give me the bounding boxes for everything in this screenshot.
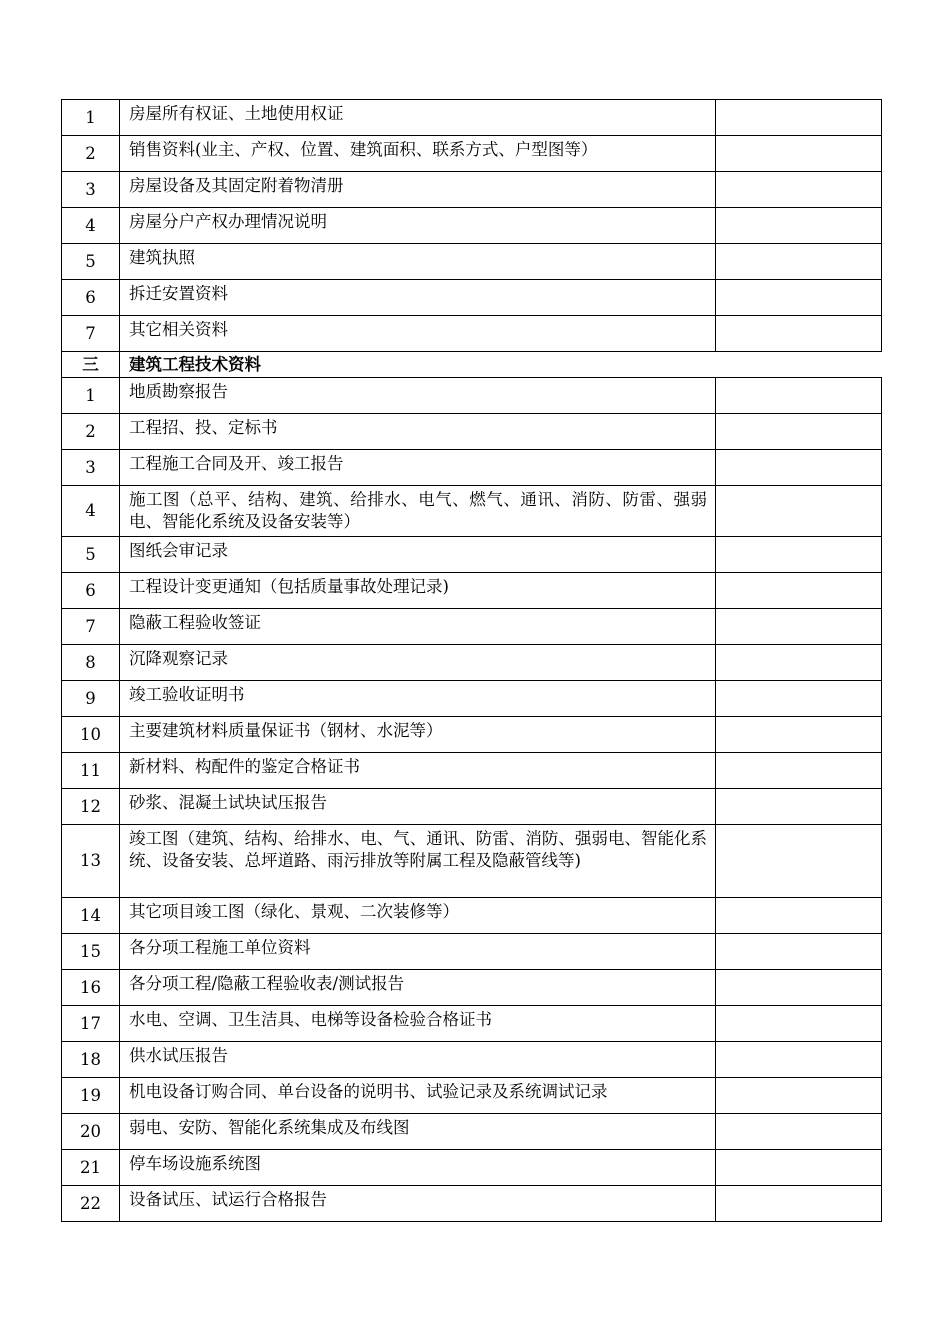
row-item-text: 停车场设施系统图 <box>120 1150 716 1186</box>
row-number: 5 <box>62 537 120 573</box>
row-item-text: 各分项工程施工单位资料 <box>120 934 716 970</box>
document-table <box>61 99 882 1222</box>
row-item-text: 隐蔽工程验收签证 <box>120 609 716 645</box>
row-remark-cell[interactable] <box>716 717 882 753</box>
row-number: 6 <box>62 280 120 316</box>
row-item-text: 竣工图（建筑、结构、给排水、电、气、通讯、防雷、消防、强弱电、智能化系统、设备安装、总坪道路、雨污排放等附属工程及隐蔽管线等) <box>120 825 716 898</box>
table-row <box>62 753 882 789</box>
table-row <box>62 100 882 136</box>
row-remark-cell[interactable] <box>716 789 882 825</box>
row-number: 3 <box>62 172 120 208</box>
row-remark-cell[interactable] <box>716 414 882 450</box>
row-item-text: 主要建筑材料质量保证书（钢材、水泥等） <box>120 717 716 753</box>
row-item-text: 工程招、投、定标书 <box>120 414 716 450</box>
section-title: 建筑工程技术资料 <box>120 352 882 378</box>
table-row <box>62 450 882 486</box>
row-number: 20 <box>62 1114 120 1150</box>
row-number: 5 <box>62 244 120 280</box>
table-row <box>62 1042 882 1078</box>
row-remark-cell[interactable] <box>716 1150 882 1186</box>
section-number: 三 <box>62 352 120 378</box>
row-item-text: 砂浆、混凝土试块试压报告 <box>120 789 716 825</box>
row-item-text: 设备试压、试运行合格报告 <box>120 1186 716 1222</box>
row-item-text: 其它项目竣工图（绿化、景观、二次装修等） <box>120 898 716 934</box>
row-remark-cell[interactable] <box>716 136 882 172</box>
row-number: 18 <box>62 1042 120 1078</box>
row-number: 6 <box>62 573 120 609</box>
row-item-text: 房屋分户产权办理情况说明 <box>120 208 716 244</box>
table-row <box>62 280 882 316</box>
table-row <box>62 825 882 898</box>
table-row <box>62 934 882 970</box>
row-remark-cell[interactable] <box>716 208 882 244</box>
table-row <box>62 681 882 717</box>
row-number: 2 <box>62 136 120 172</box>
row-number: 4 <box>62 208 120 244</box>
table-row <box>62 898 882 934</box>
table-row <box>62 645 882 681</box>
row-remark-cell[interactable] <box>716 537 882 573</box>
row-item-text: 其它相关资料 <box>120 316 716 352</box>
row-item-text: 供水试压报告 <box>120 1042 716 1078</box>
row-number: 22 <box>62 1186 120 1222</box>
row-number: 1 <box>62 100 120 136</box>
row-remark-cell[interactable] <box>716 573 882 609</box>
table-row <box>62 609 882 645</box>
row-number: 11 <box>62 753 120 789</box>
row-item-text: 销售资料(业主、产权、位置、建筑面积、联系方式、户型图等） <box>120 136 716 172</box>
row-item-text: 房屋设备及其固定附着物清册 <box>120 172 716 208</box>
table-row <box>62 1114 882 1150</box>
table-body <box>62 100 882 1222</box>
row-remark-cell[interactable] <box>716 244 882 280</box>
row-number: 3 <box>62 450 120 486</box>
row-item-text: 建筑执照 <box>120 244 716 280</box>
row-number: 4 <box>62 486 120 537</box>
table-row <box>62 378 882 414</box>
row-item-text: 地质勘察报告 <box>120 378 716 414</box>
row-item-text: 拆迁安置资料 <box>120 280 716 316</box>
row-remark-cell[interactable] <box>716 1078 882 1114</box>
row-item-text: 各分项工程/隐蔽工程验收表/测试报告 <box>120 970 716 1006</box>
row-item-text: 沉降观察记录 <box>120 645 716 681</box>
table-row <box>62 136 882 172</box>
table-row <box>62 573 882 609</box>
table-row <box>62 1150 882 1186</box>
row-item-text: 图纸会审记录 <box>120 537 716 573</box>
row-remark-cell[interactable] <box>716 645 882 681</box>
row-item-text: 弱电、安防、智能化系统集成及布线图 <box>120 1114 716 1150</box>
row-number: 17 <box>62 1006 120 1042</box>
row-number: 9 <box>62 681 120 717</box>
row-item-text: 施工图（总平、结构、建筑、给排水、电气、燃气、通讯、消防、防雷、强弱电、智能化系统及设备安装等） <box>120 486 716 537</box>
row-number: 16 <box>62 970 120 1006</box>
row-number: 8 <box>62 645 120 681</box>
table-row <box>62 537 882 573</box>
section-header-row <box>62 352 882 378</box>
row-remark-cell[interactable] <box>716 316 882 352</box>
table-row <box>62 244 882 280</box>
row-item-text: 水电、空调、卫生洁具、电梯等设备检验合格证书 <box>120 1006 716 1042</box>
row-remark-cell[interactable] <box>716 280 882 316</box>
row-remark-cell[interactable] <box>716 1042 882 1078</box>
row-item-text: 房屋所有权证、土地使用权证 <box>120 100 716 136</box>
row-number: 19 <box>62 1078 120 1114</box>
table-row <box>62 1186 882 1222</box>
row-number: 13 <box>62 825 120 898</box>
row-number: 2 <box>62 414 120 450</box>
row-item-text: 新材料、构配件的鉴定合格证书 <box>120 753 716 789</box>
table-row <box>62 486 882 537</box>
row-remark-cell[interactable] <box>716 898 882 934</box>
row-number: 21 <box>62 1150 120 1186</box>
table-row <box>62 414 882 450</box>
row-item-text: 机电设备订购合同、单台设备的说明书、试验记录及系统调试记录 <box>120 1078 716 1114</box>
row-number: 10 <box>62 717 120 753</box>
row-number: 12 <box>62 789 120 825</box>
table-row <box>62 717 882 753</box>
row-number: 1 <box>62 378 120 414</box>
row-remark-cell[interactable] <box>716 1114 882 1150</box>
row-item-text: 工程施工合同及开、竣工报告 <box>120 450 716 486</box>
table-row <box>62 1006 882 1042</box>
row-item-text: 竣工验收证明书 <box>120 681 716 717</box>
row-item-text: 工程设计变更通知（包括质量事故处理记录) <box>120 573 716 609</box>
table-row <box>62 172 882 208</box>
row-remark-cell[interactable] <box>716 486 882 537</box>
row-number: 15 <box>62 934 120 970</box>
row-remark-cell[interactable] <box>716 1186 882 1222</box>
row-remark-cell[interactable] <box>716 681 882 717</box>
row-number: 7 <box>62 609 120 645</box>
table-row <box>62 789 882 825</box>
row-remark-cell[interactable] <box>716 970 882 1006</box>
row-remark-cell[interactable] <box>716 378 882 414</box>
table-row <box>62 208 882 244</box>
row-remark-cell[interactable] <box>716 450 882 486</box>
table-row <box>62 970 882 1006</box>
row-number: 7 <box>62 316 120 352</box>
row-remark-cell[interactable] <box>716 609 882 645</box>
table-row <box>62 316 882 352</box>
row-remark-cell[interactable] <box>716 1006 882 1042</box>
row-remark-cell[interactable] <box>716 934 882 970</box>
table-row <box>62 1078 882 1114</box>
row-remark-cell[interactable] <box>716 825 882 898</box>
row-remark-cell[interactable] <box>716 172 882 208</box>
row-remark-cell[interactable] <box>716 753 882 789</box>
row-remark-cell[interactable] <box>716 100 882 136</box>
row-number: 14 <box>62 898 120 934</box>
